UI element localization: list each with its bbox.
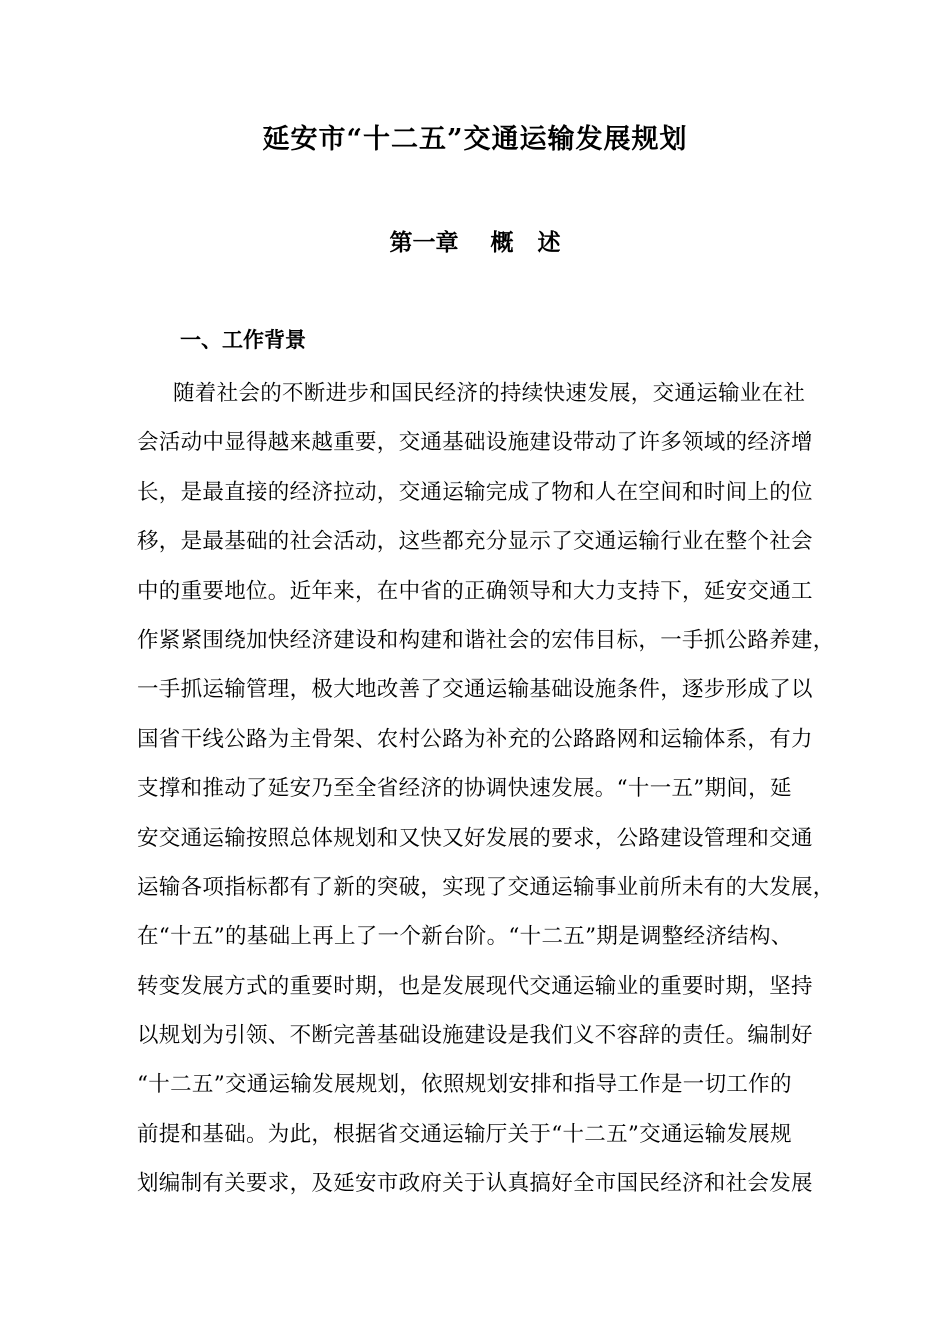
body-paragraph — [137, 369, 837, 1209]
paragraph-line: 中的重要地位。近年来，在中省的正确领导和大力支持下，延安交通工 — [137, 578, 813, 604]
paragraph-line: 作紧紧围绕加快经济建设和构建和谐社会的宏伟目标，一手抓公路养建， — [137, 627, 835, 653]
paragraph-line: 以规划为引领、不断完善基础设施建设是我们义不容辞的责任。编制好 — [137, 1023, 813, 1049]
paragraph-line: 前提和基础。为此，根据省交通运输厅关于“十二五”交通运输发展规 — [137, 1121, 792, 1147]
paragraph-line: 会活动中显得越来越重要，交通基础设施建设带动了许多领域的经济增 — [137, 430, 813, 456]
document-title: 延安市“十二五”交通运输发展规划 — [262, 124, 688, 155]
paragraph-line: 划编制有关要求，及延安市政府关于认真搞好全市国民经济和社会发展 — [137, 1171, 813, 1197]
paragraph-line: 一手抓运输管理，极大地改善了交通运输基础设施条件，逐步形成了以 — [137, 677, 813, 703]
paragraph-line: 长，是最直接的经济拉动，交通运输完成了物和人在空间和时间上的位 — [137, 479, 813, 505]
paragraph-line: 支撑和推动了延安乃至全省经济的协调快速发展。“十一五”期间，延 — [137, 776, 792, 802]
paragraph-line: 运输各项指标都有了新的突破，实现了交通运输事业前所未有的大发展， — [137, 874, 835, 900]
paragraph-line: 转变发展方式的重要时期，也是发展现代交通运输业的重要时期，坚持 — [137, 973, 813, 999]
paragraph-line: 国省干线公路为主骨架、农村公路为补充的公路路网和运输体系，有力 — [137, 726, 813, 752]
paragraph-line: 移，是最基础的社会活动，这些都充分显示了交通运输行业在整个社会 — [137, 529, 813, 555]
paragraph-line: 安交通运输按照总体规划和又快又好发展的要求，公路建设管理和交通 — [137, 825, 813, 851]
chapter-title: 第一章 概 述 — [389, 229, 561, 256]
paragraph-line: “十二五”交通运输发展规划，依照规划安排和指导工作是一切工作的 — [137, 1072, 792, 1098]
paragraph-line: 随着社会的不断进步和国民经济的持续快速发展，交通运输业在社 — [173, 381, 806, 406]
paragraph-line: 在“十五”的基础上再上了一个新台阶。“十二五”期是调整经济结构、 — [137, 924, 793, 950]
section-heading: 一、工作背景 — [180, 327, 306, 352]
